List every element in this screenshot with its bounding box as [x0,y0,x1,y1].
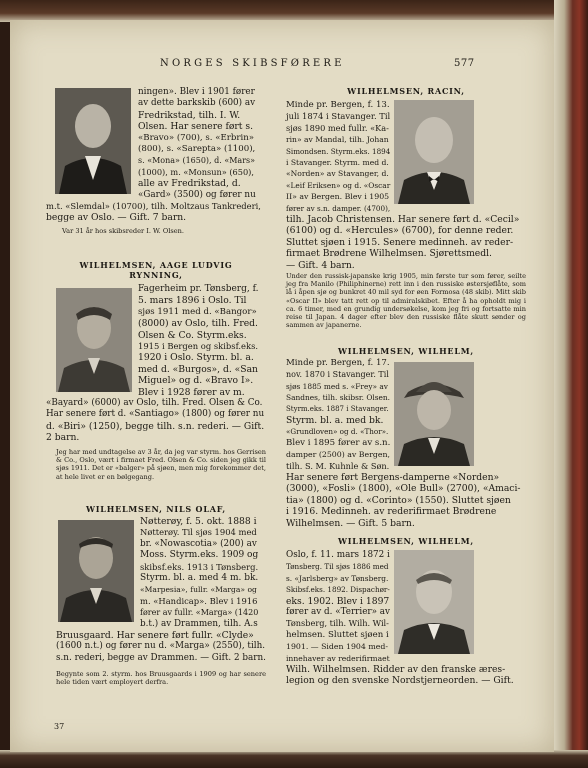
text-line: b.t.) av Drammen, tilh. A.s [140,618,258,629]
entry-nils-name: WILHELMSEN, NILS OLAF, [85,504,227,514]
text-line: II» av Bergen. Blev i 1905 [286,192,390,202]
text-line: ningen». Blev i 1901 fører [138,87,255,97]
text-line: Styrm.eks. 1887 i Stavanger. [286,404,389,413]
portrait-nils [58,520,134,622]
text-line: tilh. S. M. Kuhnle & Søn. [286,460,390,471]
text-line: sjøs 1890 med fullr. «Ka- [286,122,389,133]
text-line: «Marpesia», fullr. «Marga» og [140,585,257,595]
entry-wilhelm2-text-cont [286,664,526,687]
text-line: (800), s. «Sarepta» (1100), [138,144,256,155]
text-line: Wilh. Wilhelmsen. Ridder av den franske æres- [286,664,506,675]
text-line: Styrm. bl. a. med 4 m. bk. [140,573,259,584]
book-page [10,20,554,752]
text-line: (6100) og d. «Hercules» (6700), for denne reder. [286,225,514,237]
text-line: Styrm. bl. a. med bk. [286,415,384,427]
text-line: Fagerheim pr. Tønsberg, f. [138,284,259,294]
entry-wilhelm1-text-cont [286,472,526,529]
book-spine-bottom [0,750,588,768]
entry-racin-text [286,100,390,214]
text-line: 2 barn. [46,432,80,444]
text-line: nov. 1870 i Stavanger. Til [286,370,389,380]
entry-aage-text [138,284,258,398]
text-line: Skibsf.eks. 1892. Dispachør- [286,585,390,595]
text-line: Moss. Styrm.eks. 1909 og [140,550,259,561]
portrait-olsen [55,88,131,194]
text-line: legion og den svenske Nordstjerneorden. — Gift. [286,675,514,687]
portrait-wilhelm1 [394,362,474,466]
text-line: Blev i 1895 fører av s.n. [286,437,391,448]
text-line: 1915 i Bergen og skibsf.eks. [138,341,259,352]
text-line: helmsen. Sluttet sjøen i [286,629,389,640]
text-line: Oslo, f. 11. mars 1872 i [286,550,390,560]
entry-nils-footnote [56,670,266,686]
running-title: NORGES SKIBSFØRERE [160,58,345,69]
entry-olsen-text-cont [46,201,266,224]
text-line: Tønsberg. Til sjøs 1886 med [286,562,389,572]
text-line: (1600 n.t.) og fører nu d. «Marga» (2550), tilh. [56,641,266,652]
book-spine-top [0,0,588,22]
text-line: br. «Nowascotia» (200) av [140,538,257,549]
text-line: i 1916. Medinneh. av rederifirmaet Brødrene [286,506,497,518]
entry-nils-text-cont [56,630,266,664]
text-line: Olsen & Co. Styrm.eks. [138,329,247,341]
text-line: m.t. «Slemdal» (10700), tilh. Moltzaus Tankrederi, [46,201,261,211]
text-line: s.n. rederi, begge av Drammen. — Gift. 2 barn. [56,652,266,663]
footnote: Jeg har med undtagelse av 3 år, da jeg var styrm. hos Gerrisen & Co., Oslo, vært i firmaet Fred. Olsen & Co. siden jeg gikk til sjøs 1911. Det er «balger» på sjøen, men mig forekommer det, at hele livet er en bølgegang. [56,448,266,481]
name-line: WILHELMSEN, AAGE LUDVIG [79,260,233,270]
text-line: d. «Biri» (1250), begge tilh. s.n. rederi. — Gift. [46,420,265,432]
text-line: Olsen. Har senere ført s. [138,121,254,133]
portrait-racin [394,100,474,204]
entry-aage-name [46,260,266,280]
text-line: 5. mars 1896 i Oslo. Til [138,295,247,307]
text-line: 1920 i Oslo. Styrm. bl. a. [138,352,254,364]
text-line: «Norden» av Stavanger, d. [286,169,389,179]
text-line: Sandnes, tilh. skibsr. Olsen. [286,393,391,403]
text-line: s. «Mona» (1650), d. «Mars» [138,156,256,166]
text-line: alle av Fredrikstad, d. [138,178,241,190]
entry-aage-footnote [56,448,266,481]
text-line: tilh. Jacob Christensen. Har senere ført d. «Cecil» [286,214,520,225]
page-number: 577 [454,58,475,69]
text-line: eks. 1902. Blev i 1897 [286,595,390,607]
text-line: Blev i 1928 fører av m. [138,386,245,398]
text-line: «Bayard» (6000) av Oslo, tilh. Fred. Olsen & Co. [46,398,263,408]
entry-racin-text-cont [286,214,526,271]
entry-racin-footnote [286,272,526,329]
portrait-wilhelm2 [394,550,474,654]
footnote: Under den russisk-japanske krig 1905, min første tur som fører, seilte jeg fra Manilo (Philiphinerne) rett inn i den russiske østersjøflåte, som lå i åpen sjø og bunkret 40 mil syd for øen Formosa (48 skib). Mitt skib «Oscar II» blev tatt rett op til admiralskibet. Efter å ha opholdt mig i ca. 6 timer, med en grundig undersøkelse, kom jeg fri og fortsatte min reise til Japan. 4 dager efter blev den russiske flåte skutt sønder og sammen av japanerne. [286,272,526,330]
text-line: Nøtterøy, f. 5. okt. 1888 i [140,516,257,527]
portrait-aage [56,288,132,392]
book-binding-right [554,0,588,768]
entry-racin-name: WILHELMSEN, RACIN, [347,86,465,96]
text-line: firmaet Brødrene Wilhelmsen. Sjørettsmedl. [286,248,492,260]
text-line: fører av d. «Terrier» av [286,607,390,618]
entry-wilhelm2-name: WILHELMSEN, WILHELM, [337,536,474,546]
text-line: damper (2500) av Bergen, [286,450,390,460]
text-line: med d. «Burgos», d. «San [138,363,258,375]
text-line: Wilhelmsen. — Gift. 5 barn. [286,517,415,529]
text-line: Bruusgaard. Har senere ført fullr. «Clyde» [56,630,254,641]
footnote: Begynte som 2. styrm. hos Bruusgaards i 1909 og har senere hele tiden vært employert derfra. [56,670,266,687]
text-line: i Stavanger. Styrm. med d. [286,158,389,168]
text-line: Miguel» og d. «Bravo I». [138,375,254,387]
entry-wilhelm2-text [286,550,390,664]
text-line: rin» av Mandal, tilh. Johan [286,135,389,145]
text-line: innehaver av rederifirmaet [286,653,390,663]
text-line: Minde pr. Bergen, f. 13. [286,100,390,110]
text-line: sjøs 1911 med d. «Bangor» [138,306,257,317]
text-line: — Gift. 4 barn. [286,259,355,271]
text-line: Har senere ført d. «Santiago» (1800) og fører nu [46,409,265,420]
entry-olsen-text [138,87,256,201]
text-line: Simondsen. Styrm.eks. 1894 [286,146,391,156]
text-line: Fredrikstad, tilh. I. W. [138,109,241,121]
text-line: Nøtterøy. Til sjøs 1904 med [140,527,257,538]
entry-aage-text-cont [46,398,266,444]
entry-olsen-footnote [62,227,262,235]
text-line: (8000) av Oslo, tilh. Fred. [138,318,258,330]
entry-nils-text [140,516,258,630]
entry-wilhelm1-text [286,358,390,472]
name-line: RYNNING, [129,270,183,280]
text-line: Minde pr. Bergen, f. 17. [286,358,390,368]
text-line: sjøs 1885 med s. «Frey» av [286,381,388,391]
text-line: (1000), m. «Monsun» (650), [138,166,254,177]
text-line: s. «Jarlsberg» av Tønsberg. [286,573,389,583]
text-line: «Gard» (3500) og fører nu [138,189,256,200]
text-line: Sluttet sjøen i 1915. Senere medinneh. av reder- [286,236,514,248]
signature-mark: 37 [54,722,65,731]
text-line: begge av Oslo. — Gift. 7 barn. [46,212,187,224]
text-line: m. «Handicap». Blev i 1916 [140,595,258,606]
text-line: «Grundloven» og d. «Thor». [286,427,389,437]
text-line: skibsf.eks. 1913 i Tønsberg. [140,561,259,572]
text-line: 1901. — Siden 1904 med- [286,642,388,652]
text-line: av dette barkskib (600) av [138,98,256,109]
text-line: «Leif Eriksen» og d. «Oscar [286,180,391,190]
entry-wilhelm1-name: WILHELMSEN, WILHELM, [337,346,474,356]
text-line: (3000), «Fosli» (1800), «Ole Bull» (2700), «Amaci- [286,483,521,495]
text-line: «Bravo» (700), s. «Erbrin» [138,132,255,143]
text-line: Har senere ført Bergens-damperne «Norden» [286,472,500,483]
text-line: fører av s.n. damper. (4700), [286,203,391,213]
text-line: juli 1874 i Stavanger. Til [286,111,391,122]
text-line: fører av fullr. «Marga» (1420 [140,608,259,618]
footnote: Var 31 år hos skibsreder I. W. Olsen. [62,227,184,235]
text-line: Tønsberg, tilh. Wilh. Wil- [286,618,389,629]
text-line: tia» (1800) og d. «Corinto» (1550). Sluttet sjøen [286,494,511,506]
